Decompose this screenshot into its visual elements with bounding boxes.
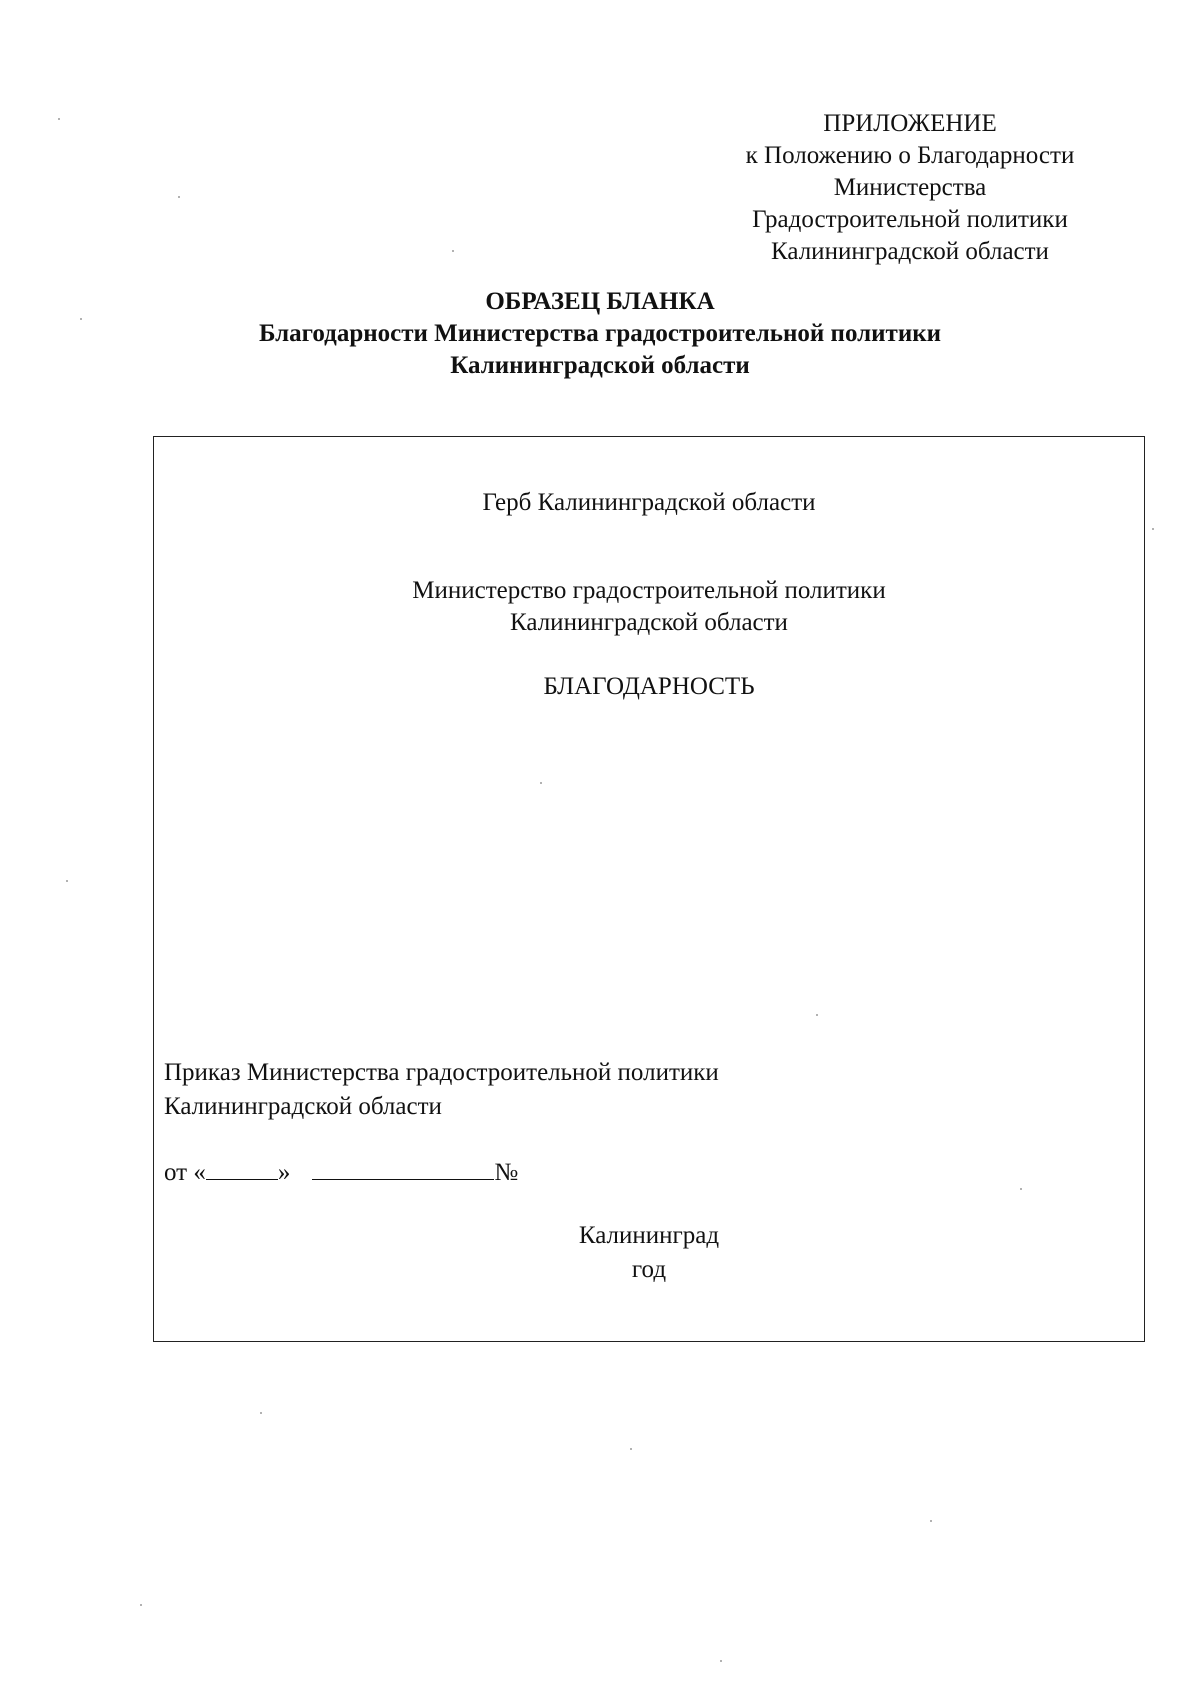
order-date-line xyxy=(164,1155,518,1189)
form-title: БЛАГОДАРНОСТЬ xyxy=(543,673,755,700)
document-heading xyxy=(0,286,1200,382)
coat-of-arms-placeholder: Герб Калининградской области xyxy=(482,489,816,516)
order-line-2: Калининградской области xyxy=(164,1093,442,1120)
appendix-line-1: к Положению о Благодарности xyxy=(745,142,1075,169)
appendix-line-3: Градостроительной политики xyxy=(752,206,1068,233)
ministry-name-line-2: Калининградской области xyxy=(510,609,788,636)
heading-line-1: ОБРАЗЕЦ БЛАНКА xyxy=(485,288,715,315)
form-sample-frame xyxy=(153,436,1145,1342)
month-blank xyxy=(312,1155,494,1180)
order-line-1: Приказ Министерства градостроительной политики xyxy=(164,1059,719,1086)
date-prefix: от « xyxy=(164,1159,206,1186)
date-close-quote: » xyxy=(277,1159,291,1186)
appendix-line-2: Министерства xyxy=(833,174,987,201)
appendix-line-4: Калининградской области xyxy=(771,238,1049,265)
year-label: год xyxy=(631,1256,667,1283)
ministry-name-line-1: Министерство градостроительной политики xyxy=(412,577,886,604)
number-sign: № xyxy=(494,1159,519,1186)
appendix-block xyxy=(700,108,1120,268)
day-blank xyxy=(206,1155,278,1180)
appendix-title: ПРИЛОЖЕНИЕ xyxy=(823,110,997,137)
place-and-year xyxy=(154,1219,1144,1287)
order-reference xyxy=(164,1056,719,1124)
heading-line-2: Благодарности Министерства градостроительной политики xyxy=(258,320,942,347)
city-name: Калининград xyxy=(578,1222,720,1249)
heading-line-3: Калининградской области xyxy=(450,352,750,379)
